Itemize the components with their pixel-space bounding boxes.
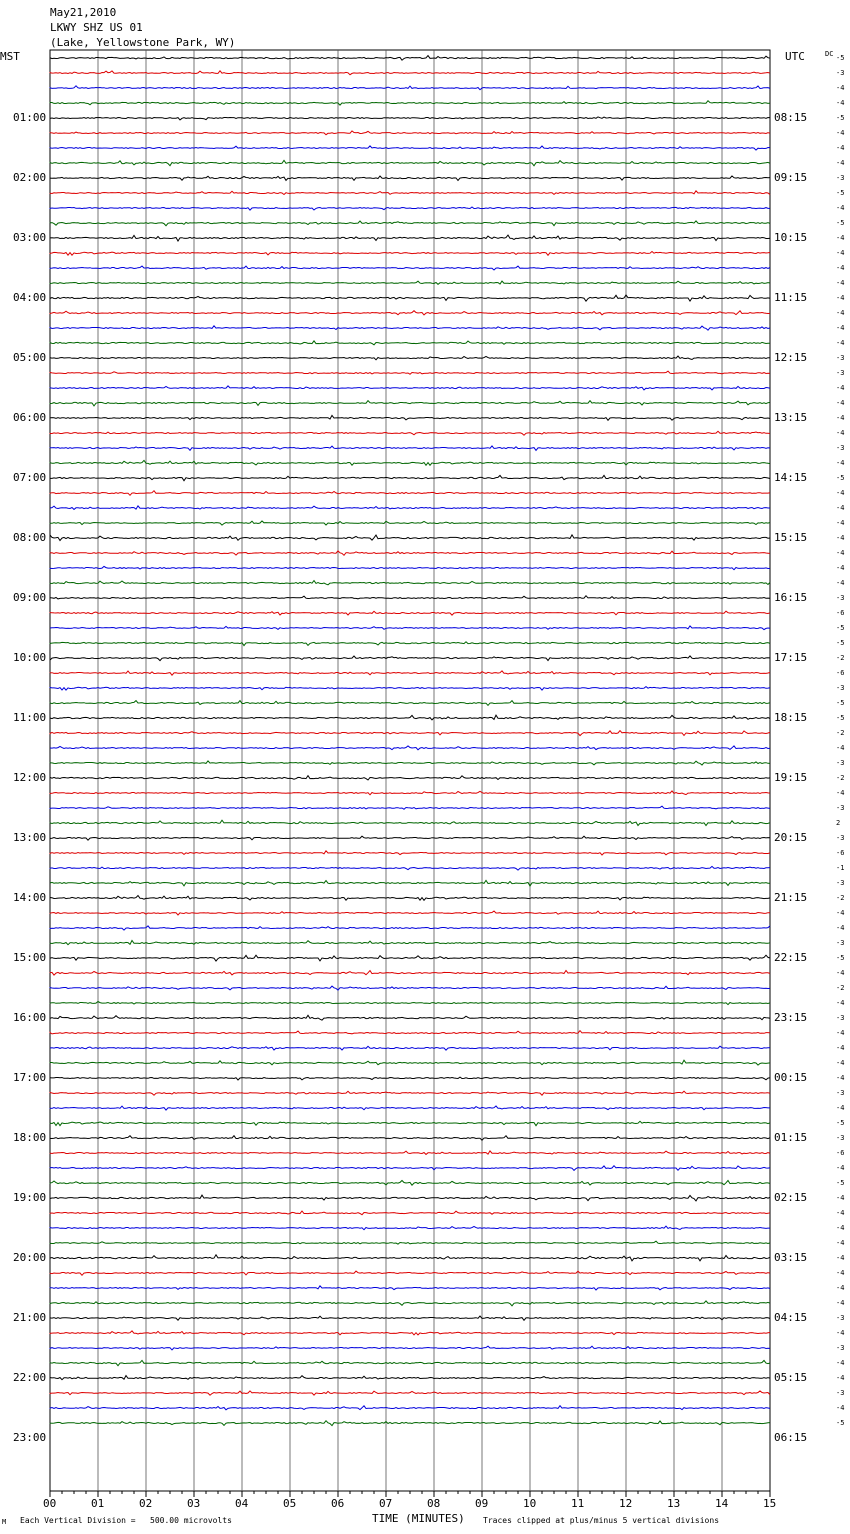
dc-offset-label: -4 bbox=[836, 969, 845, 977]
dc-offset-label: -6 bbox=[836, 609, 845, 617]
seismic-trace bbox=[50, 1301, 770, 1306]
right-hour-label: 19:15 bbox=[774, 771, 808, 784]
dc-offset-label: -4 bbox=[836, 1239, 845, 1247]
seismic-trace bbox=[50, 746, 770, 750]
left-hour-label: 09:00 bbox=[13, 591, 47, 604]
seismic-trace bbox=[50, 1331, 770, 1335]
dc-offset-label: -3 bbox=[836, 759, 845, 767]
seismic-trace bbox=[50, 791, 770, 795]
seismic-trace bbox=[50, 1091, 770, 1095]
seismic-trace bbox=[50, 955, 770, 961]
seismic-trace bbox=[50, 521, 770, 525]
right-hour-label: 12:15 bbox=[774, 351, 808, 364]
seismic-trace bbox=[50, 1046, 770, 1050]
right-hour-label: 15:15 bbox=[774, 531, 808, 544]
seismic-trace bbox=[50, 117, 770, 120]
dc-offset-label: -4 bbox=[836, 1374, 845, 1382]
seismic-trace bbox=[50, 176, 770, 181]
seismic-trace bbox=[50, 191, 770, 195]
x-tick-label: 04 bbox=[235, 1497, 249, 1510]
dc-offset-label: -4 bbox=[836, 399, 845, 407]
dc-offset-label: -4 bbox=[836, 1029, 845, 1037]
right-hour-label: 20:15 bbox=[774, 831, 808, 844]
seismic-trace bbox=[50, 506, 770, 510]
dc-offset-label: -4 bbox=[836, 429, 845, 437]
x-tick-label: 07 bbox=[379, 1497, 393, 1510]
dc-offset-label: -4 bbox=[836, 99, 845, 107]
plot-frame bbox=[50, 50, 770, 1491]
right-hour-label: 02:15 bbox=[774, 1191, 808, 1204]
dc-offset-label: -4 bbox=[836, 564, 845, 572]
seismic-trace bbox=[50, 311, 770, 315]
dc-offset-label: -4 bbox=[836, 1104, 845, 1112]
seismic-trace bbox=[50, 1002, 770, 1005]
dc-offset-label: -4 bbox=[836, 549, 845, 557]
seismic-trace bbox=[50, 221, 770, 226]
dc-offset-label: -3 bbox=[836, 444, 845, 452]
seismic-trace bbox=[50, 820, 770, 825]
dc-offset-label: -4 bbox=[836, 234, 845, 242]
seismic-trace bbox=[50, 431, 770, 435]
left-hour-label: 13:00 bbox=[13, 831, 47, 844]
dc-offset-label: -5 bbox=[836, 699, 845, 707]
seismic-trace bbox=[50, 642, 770, 646]
left-timezone-label: MST bbox=[0, 50, 20, 63]
dc-offset-label: -4 bbox=[836, 414, 845, 422]
left-hour-label: 04:00 bbox=[13, 291, 47, 304]
seismic-trace bbox=[50, 880, 770, 886]
dc-offset-label: -5 bbox=[836, 624, 845, 632]
seismic-trace bbox=[50, 1060, 770, 1065]
seismic-trace bbox=[50, 1181, 770, 1186]
seismic-trace bbox=[50, 1360, 770, 1365]
seismic-trace bbox=[50, 146, 770, 150]
dc-offset-label: -4 bbox=[836, 459, 845, 467]
location-label: (Lake, Yellowstone Park, WY) bbox=[50, 36, 236, 49]
seismic-trace bbox=[50, 491, 770, 496]
dc-offset-label: -5 bbox=[836, 219, 845, 227]
dc-offset-label: -2 bbox=[836, 894, 845, 902]
dc-offset-label: -4 bbox=[836, 1074, 845, 1082]
left-hour-label: 03:00 bbox=[13, 231, 47, 244]
dc-offset-label: -5 bbox=[836, 1179, 845, 1187]
right-hour-label: 05:15 bbox=[774, 1371, 808, 1384]
seismic-trace bbox=[50, 731, 770, 736]
seismic-trace bbox=[50, 866, 770, 870]
x-tick-label: 10 bbox=[523, 1497, 537, 1510]
x-tick-label: 09 bbox=[475, 1497, 489, 1510]
seismic-trace bbox=[50, 415, 770, 420]
dc-offset-label: -4 bbox=[836, 1269, 845, 1277]
dc-offset-label: -4 bbox=[836, 534, 845, 542]
dc-offset-label: -4 bbox=[836, 144, 845, 152]
dc-offset-label: -4 bbox=[836, 204, 845, 212]
dc-offset-label: -4 bbox=[836, 324, 845, 332]
dc-offset-label: -3 bbox=[836, 594, 845, 602]
dc-offset-label: -5 bbox=[836, 639, 845, 647]
right-timezone-label: UTC bbox=[785, 50, 805, 63]
dc-offset-label: -4 bbox=[836, 1329, 845, 1337]
dc-offset-label: -4 bbox=[836, 1164, 845, 1172]
dc-offset-label: -4 bbox=[836, 1059, 845, 1067]
dc-offset-label: -1 bbox=[836, 864, 845, 872]
seismic-trace bbox=[50, 986, 770, 990]
seismic-trace bbox=[50, 896, 770, 901]
dc-offset-label: -4 bbox=[836, 1194, 845, 1202]
seismic-trace bbox=[50, 1346, 770, 1350]
dc-offset-label: -4 bbox=[836, 504, 845, 512]
x-tick-label: 01 bbox=[91, 1497, 105, 1510]
right-hour-label: 01:15 bbox=[774, 1131, 808, 1144]
seismic-trace bbox=[50, 926, 770, 930]
dc-offset-label: -5 bbox=[836, 1419, 845, 1427]
dc-offset-label: -3 bbox=[836, 1389, 845, 1397]
dc-offset-label: -4 bbox=[836, 339, 845, 347]
seismic-trace bbox=[50, 1015, 770, 1020]
x-tick-label: 15 bbox=[763, 1497, 777, 1510]
dc-offset-label: -2 bbox=[836, 774, 845, 782]
seismic-trace bbox=[50, 1211, 770, 1215]
x-tick-label: 00 bbox=[43, 1497, 57, 1510]
right-hour-label: 18:15 bbox=[774, 711, 808, 724]
dc-header-label: DC bbox=[825, 50, 834, 58]
dc-offset-label: -5 bbox=[836, 189, 845, 197]
seismic-trace bbox=[50, 326, 770, 330]
left-hour-label: 15:00 bbox=[13, 951, 47, 964]
seismic-trace bbox=[50, 941, 770, 945]
dc-offset-label: -6 bbox=[836, 849, 845, 857]
seismic-trace bbox=[50, 1286, 770, 1290]
left-hour-label: 22:00 bbox=[13, 1371, 47, 1384]
dc-offset-label: -4 bbox=[836, 249, 845, 257]
dc-offset-label: -4 bbox=[836, 264, 845, 272]
seismic-trace bbox=[50, 1421, 770, 1426]
seismic-trace bbox=[50, 235, 770, 241]
dc-offset-label: -4 bbox=[836, 909, 845, 917]
left-hour-label: 14:00 bbox=[13, 891, 47, 904]
x-tick-label: 14 bbox=[715, 1497, 729, 1510]
seismic-trace bbox=[50, 715, 770, 720]
seismic-trace bbox=[50, 207, 770, 210]
left-hour-label: 18:00 bbox=[13, 1131, 47, 1144]
seismic-trace bbox=[50, 356, 770, 360]
dc-offset-label: -5 bbox=[836, 54, 845, 62]
dc-offset-label: -3 bbox=[836, 1089, 845, 1097]
dc-offset-label: -3 bbox=[836, 354, 845, 362]
right-hour-label: 23:15 bbox=[774, 1011, 808, 1024]
dc-offset-label: -4 bbox=[836, 294, 845, 302]
seismic-trace bbox=[50, 281, 770, 284]
left-hour-label: 07:00 bbox=[13, 471, 47, 484]
x-tick-label: 02 bbox=[139, 1497, 153, 1510]
dc-offset-label: -3 bbox=[836, 1014, 845, 1022]
x-tick-label: 05 bbox=[283, 1497, 297, 1510]
dc-offset-label: -3 bbox=[836, 939, 845, 947]
dc-offset-label: -4 bbox=[836, 1209, 845, 1217]
dc-offset-label: -3 bbox=[836, 834, 845, 842]
right-hour-label: 09:15 bbox=[774, 171, 808, 184]
seismic-trace bbox=[50, 1316, 770, 1320]
seismic-trace bbox=[50, 687, 770, 691]
seismic-trace bbox=[50, 1151, 770, 1155]
dc-offset-label: -4 bbox=[836, 384, 845, 392]
seismic-trace bbox=[50, 266, 770, 270]
seismic-trace bbox=[50, 1121, 770, 1125]
dc-offset-label: -4 bbox=[836, 1299, 845, 1307]
right-hour-label: 16:15 bbox=[774, 591, 808, 604]
left-hour-label: 08:00 bbox=[13, 531, 47, 544]
dc-offset-label: -4 bbox=[836, 1044, 845, 1052]
seismic-trace bbox=[50, 1166, 770, 1171]
left-hour-label: 01:00 bbox=[13, 111, 47, 124]
seismic-trace bbox=[50, 71, 770, 75]
seismic-trace bbox=[50, 1226, 770, 1230]
x-tick-label: 03 bbox=[187, 1497, 201, 1510]
dc-offset-label: -4 bbox=[836, 1404, 845, 1412]
dc-offset-label: -4 bbox=[836, 279, 845, 287]
seismic-trace bbox=[50, 806, 770, 809]
dc-offset-label: -3 bbox=[836, 804, 845, 812]
dc-offset-label: -6 bbox=[836, 1149, 845, 1157]
left-hour-label: 17:00 bbox=[13, 1071, 47, 1084]
x-tick-label: 08 bbox=[427, 1497, 441, 1510]
right-hour-label: 13:15 bbox=[774, 411, 808, 424]
dc-offset-label: -5 bbox=[836, 474, 845, 482]
dc-offset-label: 2 bbox=[836, 819, 841, 827]
dc-offset-label: -4 bbox=[836, 789, 845, 797]
left-hour-label: 23:00 bbox=[13, 1431, 47, 1444]
seismic-trace bbox=[50, 295, 770, 301]
clip-note: Traces clipped at plus/minus 5 vertical divisions bbox=[483, 1516, 720, 1525]
right-hour-label: 10:15 bbox=[774, 231, 808, 244]
seismic-trace bbox=[50, 101, 770, 105]
seismic-trace bbox=[50, 475, 770, 480]
seismic-trace bbox=[50, 596, 770, 599]
dc-offset-label: -5 bbox=[836, 1119, 845, 1127]
dc-offset-label: -4 bbox=[836, 519, 845, 527]
dc-offset-label: -5 bbox=[836, 714, 845, 722]
seismic-trace bbox=[50, 160, 770, 165]
seismic-trace bbox=[50, 656, 770, 661]
dc-offset-label: -4 bbox=[836, 309, 845, 317]
seismic-trace bbox=[50, 252, 770, 256]
dc-offset-label: -3 bbox=[836, 1344, 845, 1352]
left-hour-label: 11:00 bbox=[13, 711, 47, 724]
seismic-trace bbox=[50, 1255, 770, 1261]
dc-offset-label: -2 bbox=[836, 729, 845, 737]
seismic-trace bbox=[50, 1106, 770, 1110]
dc-offset-label: -4 bbox=[836, 489, 845, 497]
seismic-trace bbox=[50, 535, 770, 541]
x-tick-label: 13 bbox=[667, 1497, 681, 1510]
dc-offset-label: -5 bbox=[836, 114, 845, 122]
seismic-trace bbox=[50, 581, 770, 585]
left-hour-label: 20:00 bbox=[13, 1251, 47, 1264]
x-tick-label: 12 bbox=[619, 1497, 633, 1510]
x-tick-label: 06 bbox=[331, 1497, 345, 1510]
seismic-trace bbox=[50, 1391, 770, 1395]
left-hour-label: 21:00 bbox=[13, 1311, 47, 1324]
seismic-trace bbox=[50, 551, 770, 555]
right-hour-label: 00:15 bbox=[774, 1071, 808, 1084]
seismic-trace bbox=[50, 1241, 770, 1244]
x-tick-label: 11 bbox=[571, 1497, 585, 1510]
date-label: May21,2010 bbox=[50, 6, 117, 19]
dc-offset-label: -2 bbox=[836, 984, 845, 992]
right-hour-label: 17:15 bbox=[774, 651, 808, 664]
left-hour-label: 06:00 bbox=[13, 411, 47, 424]
dc-offset-label: -6 bbox=[836, 669, 845, 677]
seismic-trace bbox=[50, 86, 770, 90]
left-hour-label: 05:00 bbox=[13, 351, 47, 364]
right-hour-label: 11:15 bbox=[774, 291, 808, 304]
dc-offset-label: -4 bbox=[836, 999, 845, 1007]
dc-offset-label: -3 bbox=[836, 1134, 845, 1142]
left-hour-label: 12:00 bbox=[13, 771, 47, 784]
seismic-trace bbox=[50, 851, 770, 855]
seismic-trace bbox=[50, 761, 770, 765]
dc-offset-label: -3 bbox=[836, 174, 845, 182]
right-hour-label: 04:15 bbox=[774, 1311, 808, 1324]
dc-offset-label: -2 bbox=[836, 654, 845, 662]
dc-offset-label: -4 bbox=[836, 1284, 845, 1292]
x-axis-label: TIME (MINUTES) bbox=[372, 1512, 465, 1525]
seismic-trace bbox=[50, 56, 770, 61]
dc-offset-label: -4 bbox=[836, 1254, 845, 1262]
seismic-trace bbox=[50, 701, 770, 706]
seismic-trace bbox=[50, 1271, 770, 1275]
vertical-division-note: Each Vertical Division = 500.00 microvolts bbox=[20, 1516, 232, 1525]
right-hour-label: 06:15 bbox=[774, 1431, 808, 1444]
seismic-trace bbox=[50, 1195, 770, 1201]
seismic-trace bbox=[50, 371, 770, 374]
seismic-trace bbox=[50, 131, 770, 135]
seismic-trace bbox=[50, 341, 770, 345]
left-hour-label: 10:00 bbox=[13, 651, 47, 664]
dc-offset-label: -4 bbox=[836, 84, 845, 92]
left-hour-label: 19:00 bbox=[13, 1191, 47, 1204]
dc-offset-label: -5 bbox=[836, 954, 845, 962]
dc-offset-label: -4 bbox=[836, 744, 845, 752]
seismic-trace bbox=[50, 401, 770, 406]
dc-offset-label: -4 bbox=[836, 924, 845, 932]
seismic-trace bbox=[50, 386, 770, 390]
left-hour-label: 16:00 bbox=[13, 1011, 47, 1024]
right-hour-label: 22:15 bbox=[774, 951, 808, 964]
seismic-trace bbox=[50, 626, 770, 630]
left-hour-label: 02:00 bbox=[13, 171, 47, 184]
seismic-trace bbox=[50, 446, 770, 451]
right-hour-label: 21:15 bbox=[774, 891, 808, 904]
corner-mark: M bbox=[2, 1518, 7, 1526]
seismic-trace bbox=[50, 1406, 770, 1410]
seismic-trace bbox=[50, 1376, 770, 1380]
dc-offset-label: -4 bbox=[836, 1224, 845, 1232]
dc-offset-label: -4 bbox=[836, 1359, 845, 1367]
seismic-trace bbox=[50, 460, 770, 465]
dc-offset-label: -3 bbox=[836, 879, 845, 887]
dc-offset-label: -4 bbox=[836, 159, 845, 167]
dc-offset-label: -4 bbox=[836, 129, 845, 137]
seismic-trace bbox=[50, 776, 770, 780]
seismic-trace bbox=[50, 1031, 770, 1034]
dc-offset-label: -4 bbox=[836, 579, 845, 587]
station-label: LKWY SHZ US 01 bbox=[50, 21, 143, 34]
right-hour-label: 03:15 bbox=[774, 1251, 808, 1264]
seismic-trace bbox=[50, 1077, 770, 1080]
right-hour-label: 14:15 bbox=[774, 471, 808, 484]
seismic-trace bbox=[50, 971, 770, 976]
dc-offset-label: -3 bbox=[836, 1314, 845, 1322]
seismic-trace bbox=[50, 911, 770, 915]
right-hour-label: 08:15 bbox=[774, 111, 808, 124]
seismic-trace bbox=[50, 836, 770, 840]
seismic-trace bbox=[50, 671, 770, 675]
seismic-trace bbox=[50, 1136, 770, 1141]
seismic-trace bbox=[50, 566, 770, 569]
dc-offset-label: -3 bbox=[836, 369, 845, 377]
dc-offset-label: -3 bbox=[836, 69, 845, 77]
seismic-trace bbox=[50, 611, 770, 615]
dc-offset-label: -3 bbox=[836, 684, 845, 692]
